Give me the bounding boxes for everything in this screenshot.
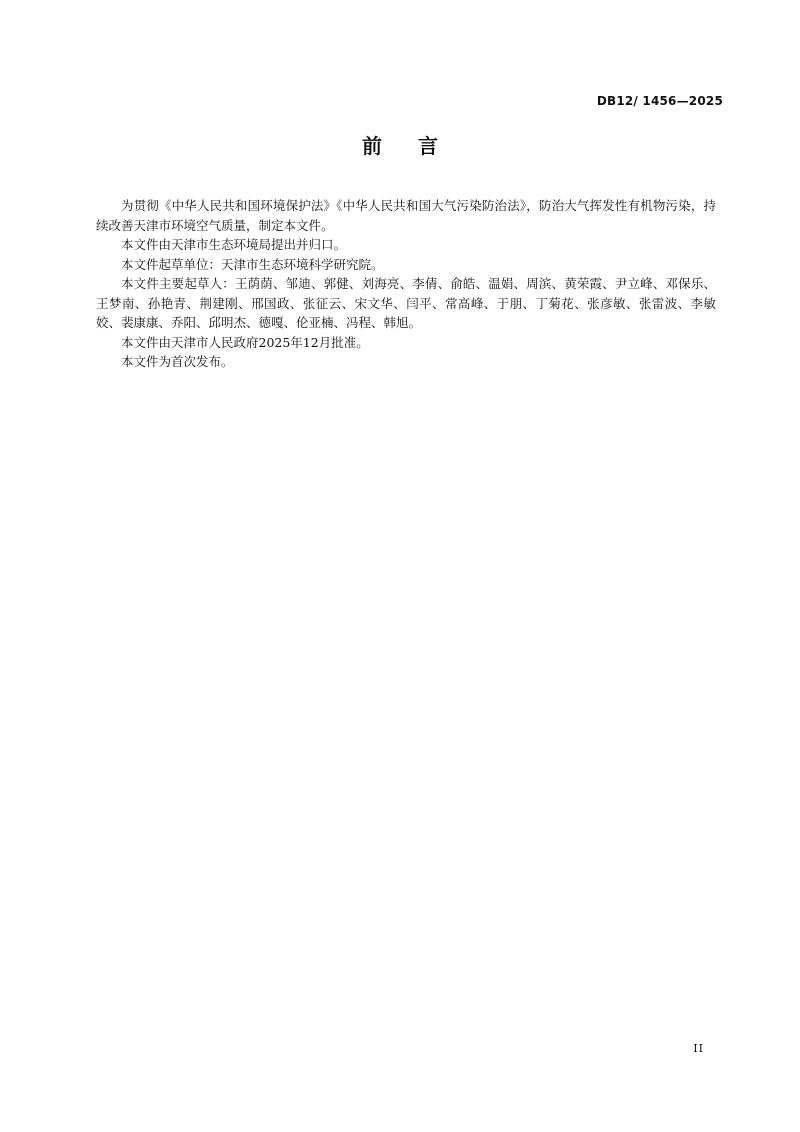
paragraph-first-release: 本文件为首次发布。 (121, 354, 234, 369)
paragraph-drafters: 本文件主要起草人：王荫荫、邹迪、郭健、刘海亮、李倩、俞皓、温娟、周滨、黄荣霞、尹立峰、邓保乐、王梦南、孙艳青、荆建刚、邢国政、张征云、宋文华、闫平、常高峰、于朋、丁菊花、张彦敏、张雷波、李敏姣、裴康康、乔阳、邱明杰、德嘎、伦亚楠、冯程、韩旭。 (96, 276, 716, 330)
paragraph-purpose: 为贯彻《中华人民共和国环境保护法》《中华人民共和国大气污染防治法》，防治大气挥发性有机物污染，持续改善天津市环境空气质量，制定本文件。 (96, 198, 716, 233)
paragraph-approval: 本文件由天津市人民政府2025年12月批准。 (121, 334, 369, 350)
paragraph-drafting-unit: 本文件起草单位：天津市生态环境科学研究院。 (121, 256, 384, 272)
page-title: 前言 (362, 134, 474, 158)
page-number: II (693, 1042, 704, 1055)
document-code: DB12/ 1456—2025 (596, 94, 723, 108)
foreword-body (96, 196, 716, 372)
paragraph-proposer: 本文件由天津市生态环境局提出并归口。 (121, 237, 347, 252)
